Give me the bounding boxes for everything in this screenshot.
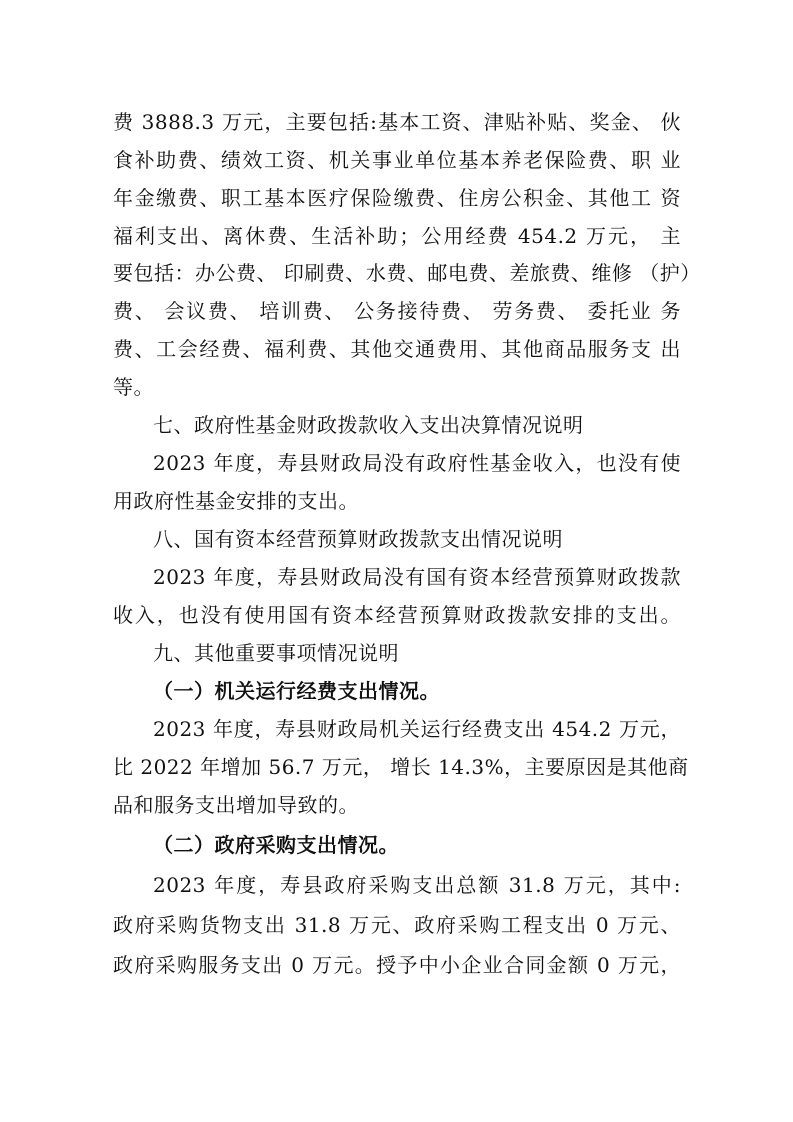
subsection-heading-2: （二）政府采购支出情况。 — [153, 833, 399, 857]
section-heading-8: 八、国有资本经营预算财政拨款支出情况说明 — [153, 527, 563, 551]
paragraph-line-8: 等。 — [113, 375, 154, 399]
paragraph-line-10: 用政府性基金安排的支出。 — [113, 489, 359, 513]
paragraph-line-2: 食补助费、绩效工资、机关事业单位基本养老保险费、职 业 — [113, 148, 681, 172]
paragraph-line-6: 费、 会议费、 培训费、 公务接待费、 劳务费、 委托业 务 — [113, 299, 681, 323]
paragraph-line-1: 费 3888.3 万元，主要包括:基本工资、津贴补贴、奖金、 伙 — [113, 110, 681, 134]
paragraph-line-7: 费、工会经费、福利费、其他交通费用、其他商品服务支 出 — [113, 337, 681, 361]
paragraph-line-18: 政府采购服务支出 0 万元。授予中小企业合同金额 0 万元， — [113, 953, 681, 977]
section-heading-7: 七、政府性基金财政拨款收入支出决算情况说明 — [153, 413, 584, 437]
section-heading-9: 九、其他重要事项情况说明 — [153, 641, 399, 665]
paragraph-line-14: 比 2022 年增加 56.7 万元， 增长 14.3%，主要原因是其他商 — [113, 755, 689, 779]
paragraph-line-3: 年金缴费、职工基本医疗保险缴费、住房公积金、其他工 资 — [113, 186, 681, 210]
paragraph-line-13: 2023 年度，寿县财政局机关运行经费支出 454.2 万元， — [153, 717, 681, 741]
paragraph-line-4: 福利支出、离休费、生活补助；公用经费 454.2 万元， 主 — [113, 224, 681, 248]
paragraph-line-12: 收入，也没有使用国有资本经营预算财政拨款安排的支出。 — [113, 603, 681, 627]
paragraph-line-15: 品和服务支出增加导致的。 — [113, 793, 359, 817]
paragraph-line-9: 2023 年度，寿县财政局没有政府性基金收入，也没有使 — [153, 451, 681, 475]
paragraph-line-16: 2023 年度，寿县政府采购支出总额 31.8 万元，其中: — [153, 873, 681, 897]
paragraph-line-5: 要包括：办公费、 印刷费、水费、邮电费、差旅费、维修 （护） — [113, 261, 701, 285]
paragraph-line-11: 2023 年度，寿县财政局没有国有资本经营预算财政拨款 — [153, 565, 681, 589]
paragraph-line-17: 政府采购货物支出 31.8 万元、政府采购工程支出 0 万元、 — [113, 913, 681, 937]
subsection-heading-1: （一）机关运行经费支出情况。 — [153, 679, 440, 703]
